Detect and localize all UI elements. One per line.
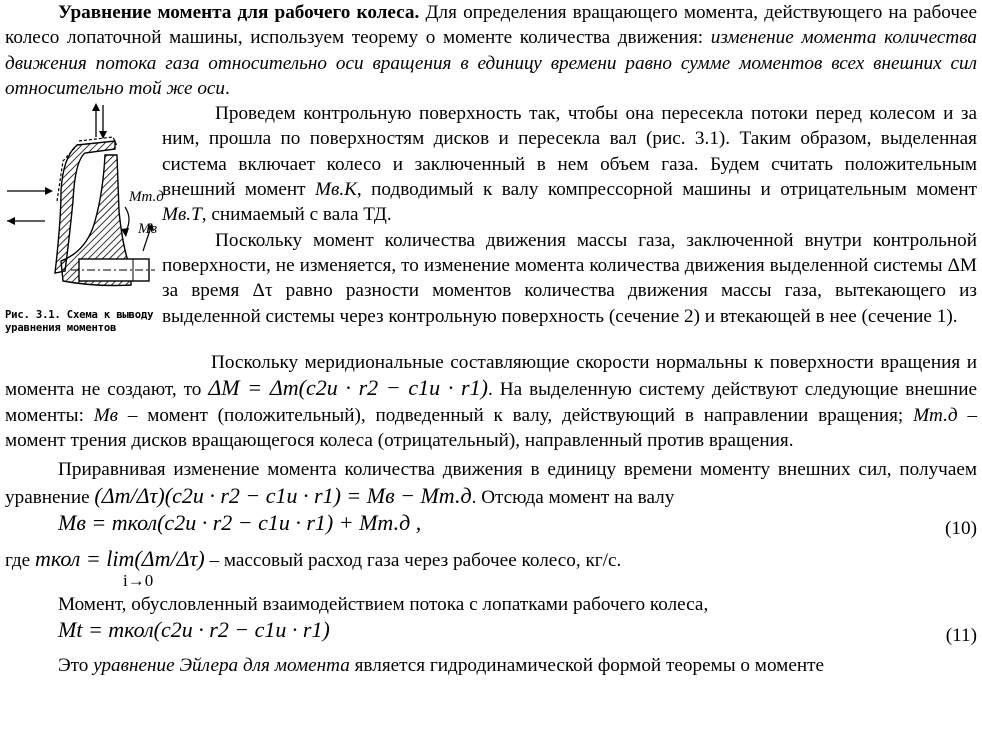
impeller-diagram — [5, 101, 164, 309]
equation-11-number: (11) — [945, 625, 977, 647]
document-page — [5, 0, 977, 679]
equation-11 — [5, 617, 977, 653]
equation-11-formula: Mt = mкол(c2u · r2 − c1u · r1) — [58, 617, 330, 643]
paragraph-1: Уравнение момента для рабочего колеса. Для определения вращающего момента, действующего на рабочее колесо лопаточной машины, используем теорему о моменте количества движения: изменение момента количества движения потока газа относительно оси вращения в единицу времени равно сумме моментов всех внешних сил относительно той же оси. — [5, 2, 978, 99]
label-mtd: Mт.д — [129, 189, 164, 206]
paragraph-3: Поскольку момент количества движения массы газа, заключенной внутри контрольной поверхности, не изменяется, то изменение момента количества движения выделенной системы ΔM за время Δτ равно разности моментов количества движения массы газа, вытекающего из выделенной системы через контрольную поверхность (сечение 2) и втекающей в нее (сечение 1). — [162, 229, 977, 327]
paragraph-4: Поскольку меридиональные составляющие скорости нормальны к поверхности вращения и момента не создают, то ΔM = Δm(c2u · r2 − c1u · r1). На выделенную систему действуют следующие внешние моменты: Mв – момент (положительный), подведенный к валу, действующий в направлении вращения; Mт.д – момент трения дисков вращающегося колеса (отрицательный), направленный против вращения. — [5, 352, 978, 452]
theorem-statement: изменение момента количества движения потока газа относительно оси вращения в единицу времени равно сумме моментов всех внешних сил относительно той же оси — [5, 27, 978, 99]
figure-3-1 — [5, 101, 164, 350]
limit-subscript: i→0 — [123, 570, 154, 590]
where-formula: mкол = lim(Δm/Δτ) — [35, 545, 205, 571]
where-line: где mкол = lim(Δm/Δτ) – массовый расход газа через рабочее колесо, кг/с. i→0 — [5, 546, 977, 592]
paragraph-2: Проведем контрольную поверхность так, чтобы она пересекла потоки перед колесом и за ним, прошла по поверхностям дисков и пересекла вал (рис. 3.1). Таким образом, выделенная система включает колесо и заключенный в нем объем газа. Будем считать положительным внешний момент Mв.К, подводимый к валу компрессорной машины и отрицательным момент Mв.Т, снимаемый с вала ТД. — [162, 103, 977, 226]
equation-10-number: (10) — [945, 517, 977, 539]
formula-delta-m: ΔM = Δm(c2u · r2 − c1u · r1) — [208, 375, 488, 401]
figure-caption: Рис. 3.1. Схема к выводу уравнения моментов — [5, 309, 154, 335]
formula-balance: (Δm/Δτ)(c2u · r2 − c1u · r1) = Mв − Mт.д — [94, 482, 472, 508]
paragraph-7: Это уравнение Эйлера для момента является гидродинамической формой теоремы о моменте — [58, 655, 824, 677]
label-mv: Mв — [138, 221, 158, 238]
paragraph-6: Момент, обусловленный взаимодействием потока с лопатками рабочего колеса, — [58, 593, 709, 615]
section-heading: Уравнение момента для рабочего колеса. — [58, 2, 420, 23]
equation-10-formula: Mв = mкол(c2u · r2 − c1u · r1) + Mт.д , — [58, 509, 422, 535]
paragraph-5: Приравнивая изменение момента количества движения в единицу времени моменту внешних сил, получаем уравнение (Δm/Δτ)(c2u · r2 − c1u · r1) = Mв − Mт.д. Отсюда момент на валу — [5, 459, 977, 508]
equation-10 — [5, 510, 977, 546]
